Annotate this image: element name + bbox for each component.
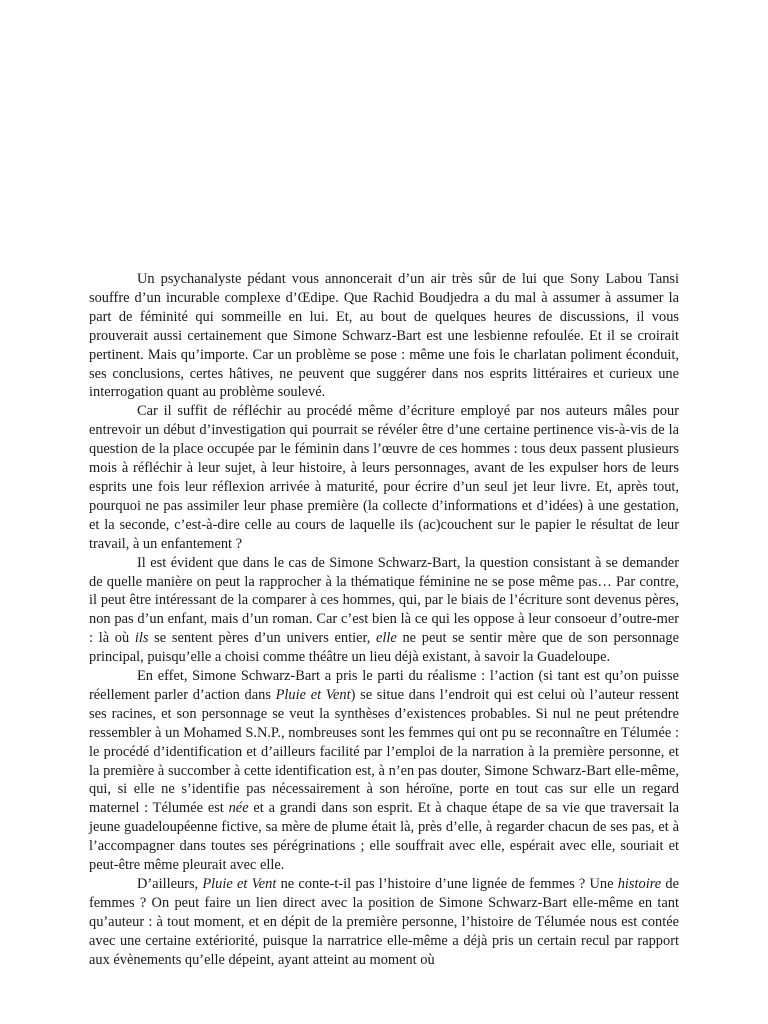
italic-text-segment: Pluie et Vent bbox=[275, 686, 351, 703]
body-text bbox=[89, 270, 679, 970]
paragraph bbox=[89, 554, 679, 667]
paragraph bbox=[89, 270, 679, 402]
text-segment: En effet, Simone Schwarz-Bart a pris le parti du réalisme : l’action (si tant est qu’on puisse réellement parler d’action dans bbox=[89, 668, 679, 703]
text-segment: D’ailleurs, bbox=[137, 876, 203, 892]
paragraph bbox=[89, 402, 679, 553]
italic-text-segment: née bbox=[228, 800, 249, 817]
text-segment: ne peut se sentir mère que de son personnage principal, puisqu’elle a choisi comme théâtre un lieu déjà existant, à savoir la Guadeloupe. bbox=[89, 630, 680, 666]
paragraph bbox=[89, 875, 679, 970]
text-segment: Il est évident que dans le cas de Simone Schwarz-Bart, la question consistant à se demander de quelle manière on peut la rapprocher à la thématique féminine ne se pose même pas… Par contre, il peut être intéressant de la comparer à ces hommes, qui, par le biais de l’écriture sont devenus pères, non pas d’un enfant, mais d’un roman. Car c’est bien là ce qui les oppose à leur consoeur d’outre-mer : là où bbox=[89, 554, 679, 647]
text-segment: Car il suffit de réfléchir au procédé même d’écriture employé par nos auteurs mâles pour entrevoir un début d’investigation qui pourrait se révéler être d’une certaine pertinence vis-à-vis de la question de la place occupée par le féminin dans l’œuvre de ces hommes : tous deux passent plusieurs mois à réfléchir à leur sujet, à leur histoire, à leurs personnages, avant de les expulser hors de leurs esprits une fois leur réflexion arrivée à maturité, pour écrire d’un seul jet leur livre. Et, après tout, pourquoi ne pas assimiler leur phase première (la collecte d’informations et d’idées) à une gestation, et la seconde, c’est-à-dire celle au cours de laquelle ils (ac)couchent sur le papier le résultat de leur travail, à un enfantement ? bbox=[89, 403, 679, 552]
italic-text-segment: Pluie et Vent bbox=[202, 876, 277, 892]
text-segment: de femmes ? On peut faire un lien direct avec la position de Simone Schwarz-Bart elle-même en tant qu’auteur : à tout moment, et en dépit de la première personne, l’histoire de Télumée nous est contée avec une certaine extériorité, puisque la narratrice elle-même a déjà pris un certain recul par rapport aux évènements qu’elle dépeint, ayant atteint au moment où bbox=[89, 876, 679, 968]
italic-text-segment: elle bbox=[376, 630, 397, 647]
text-segment: se sentent pères d’un univers entier, bbox=[148, 630, 376, 647]
text-segment: ne conte-t-il pas l’histoire d’une lignée de femmes ? Une bbox=[276, 876, 618, 892]
italic-text-segment: ils bbox=[134, 630, 149, 647]
text-segment: Un psychanalyste pédant vous annoncerait d’un air très sûr de lui que Sony Labou Tansi souffre d’un incurable complexe d’Œdipe. Que Rachid Boudjedra a du mal à assumer à assumer la part de féminité qui sommeille en lui. Et, au bout de quelques heures de discussions, il vous prouverait aussi certainement que Simone Schwarz-Bart est une lesbienne refoulée. Et il se croirait pertinent. Mais qu’importe. Car un problème se pose : même une fois le charlatan poliment éconduit, ses conclusions, certes hâtives, ne peuvent que suggérer dans nos esprits littéraires et curieux une interrogation quant au problème soulevé. bbox=[89, 271, 679, 401]
paragraph bbox=[89, 667, 679, 875]
italic-text-segment: histoire bbox=[617, 876, 662, 892]
text-segment: ) se situe dans l’endroit qui est celui où l’auteur ressent ses racines, et son personnage se veut la synthèses d’existences probables. Si nul ne peut prétendre ressembler à un Mohamed S.N.P., nombreuses sont les femmes qui ont pu se reconnaître en Télumée : le procédé d’identification et d’ailleurs facilité par l’emploi de la narration à la première personne, et la première à succomber à cette identification est, à n’en pas douter, Simone Schwarz-Bart elle-même, qui, si elle ne s’identifie pas nécessairement à son héroïne, porte en tout cas sur elle un regard maternel : Télumée est bbox=[89, 686, 679, 817]
text-segment: et a grandi dans son esprit. Et à chaque étape de sa vie que traversait la jeune guadeloupéenne fictive, sa mère de plume était là, près d’elle, à regarder chacun de ses pas, et à l’accompagner dans toutes ses pérégrinations ; elle souffrait avec elle, espérait avec elle, souriait et peut-être même pleurait avec elle. bbox=[89, 800, 679, 874]
